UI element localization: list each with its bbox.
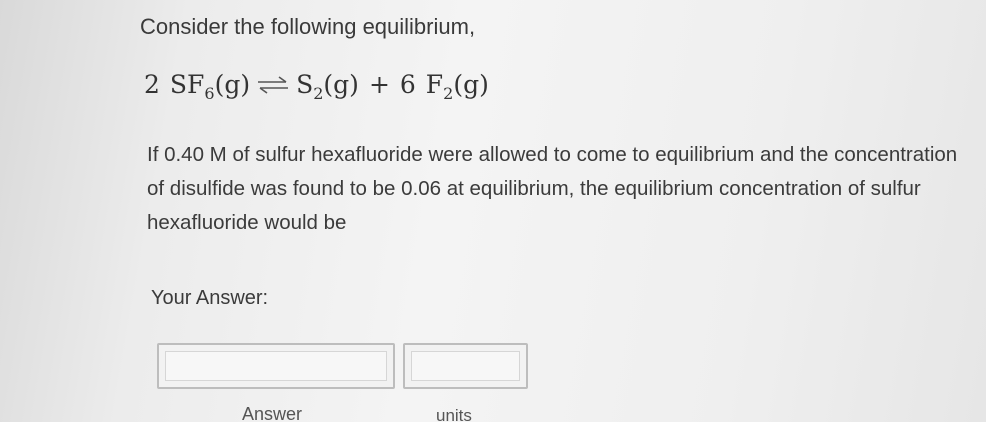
equation-product-1-subscript: 2 — [313, 84, 324, 103]
your-answer-label: Your Answer: — [151, 287, 269, 309]
units-caption: units — [436, 406, 472, 422]
equation-product-2-state: (g) — [453, 70, 489, 99]
equation-reactant-state: (g) — [214, 70, 251, 99]
equation-coef-2: 6 — [399, 70, 416, 99]
equation-product-1-state: (g) — [323, 70, 359, 99]
equation-product-1: S — [296, 70, 314, 99]
question-intro: Consider the following equilibrium, — [140, 14, 476, 39]
equilibrium-arrow-icon — [256, 71, 290, 89]
units-input-value[interactable] — [411, 351, 520, 381]
equation-product-2: F — [425, 70, 444, 99]
answer-input[interactable] — [157, 343, 395, 389]
question-body: If 0.40 M of sulfur hexafluoride were allowed to come to equilibrium and the concentration of disulfide was found to be 0.06 at equilibrium, the equilibrium concentration of sulfur hexafluoride would be — [147, 143, 958, 234]
equation-plus: + — [368, 70, 390, 99]
answer-input-value[interactable] — [165, 351, 387, 381]
answer-caption: Answer — [242, 404, 303, 422]
chemical-equation — [144, 70, 489, 103]
equation-reactant: SF — [169, 70, 205, 99]
units-input[interactable] — [403, 343, 528, 389]
equation-coef-1: 2 — [144, 70, 160, 99]
equation-reactant-subscript: 6 — [204, 84, 215, 103]
equation-product-2-subscript: 2 — [443, 84, 454, 103]
